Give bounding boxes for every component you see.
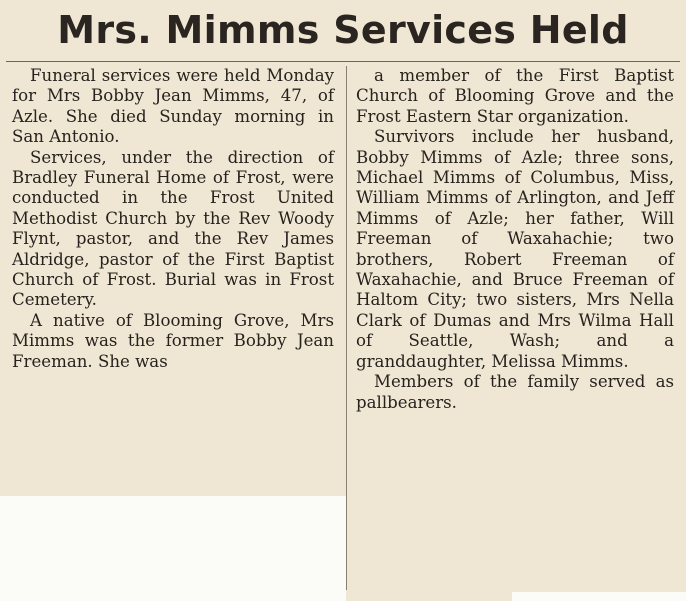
headline: Mrs. Mimms Services Held xyxy=(57,8,629,52)
headline-rule xyxy=(6,61,680,62)
blank-background xyxy=(512,592,686,601)
column-divider xyxy=(346,66,347,590)
blank-background xyxy=(0,496,346,601)
article-paragraph: Services, under the direction of Bradley Funeral Home of Frost, were conducted in the Frost United Methodist Church by the Rev Woody Flynt, pastor, and the Rev James Aldridge, pastor of the First Baptist Church of Frost. Burial was in Frost Cemetery. xyxy=(12,147,334,310)
article-column-left xyxy=(12,66,334,372)
article-paragraph: Survivors include her husband, Bobby Mimms of Azle; three sons, Michael Mimms of Columbus, Miss, William Mimms of Arlington, and Jeff Mimms of Azle; her father, Will Freeman of Waxahachie; two brothers, Robert Freeman of Waxahachie, and Bruce Freeman of Haltom City; two sisters, Mrs Nella Clark of Dumas and Mrs Wilma Hall of Seattle, Wash; and a granddaughter, Melissa Mimms. xyxy=(356,127,674,371)
article-paragraph: a member of the First Baptist Church of Blooming Grove and the Frost Eastern Star organization. xyxy=(356,66,674,126)
article-paragraph: A native of Blooming Grove, Mrs Mimms was the former Bobby Jean Freeman. She was xyxy=(12,310,334,371)
article-column-right xyxy=(356,66,674,413)
article-paragraph: Members of the family served as pallbearers. xyxy=(356,372,674,412)
article-paragraph: Funeral services were held Monday for Mrs Bobby Jean Mimms, 47, of Azle. She died Sunday morning in San Antonio. xyxy=(12,66,334,147)
